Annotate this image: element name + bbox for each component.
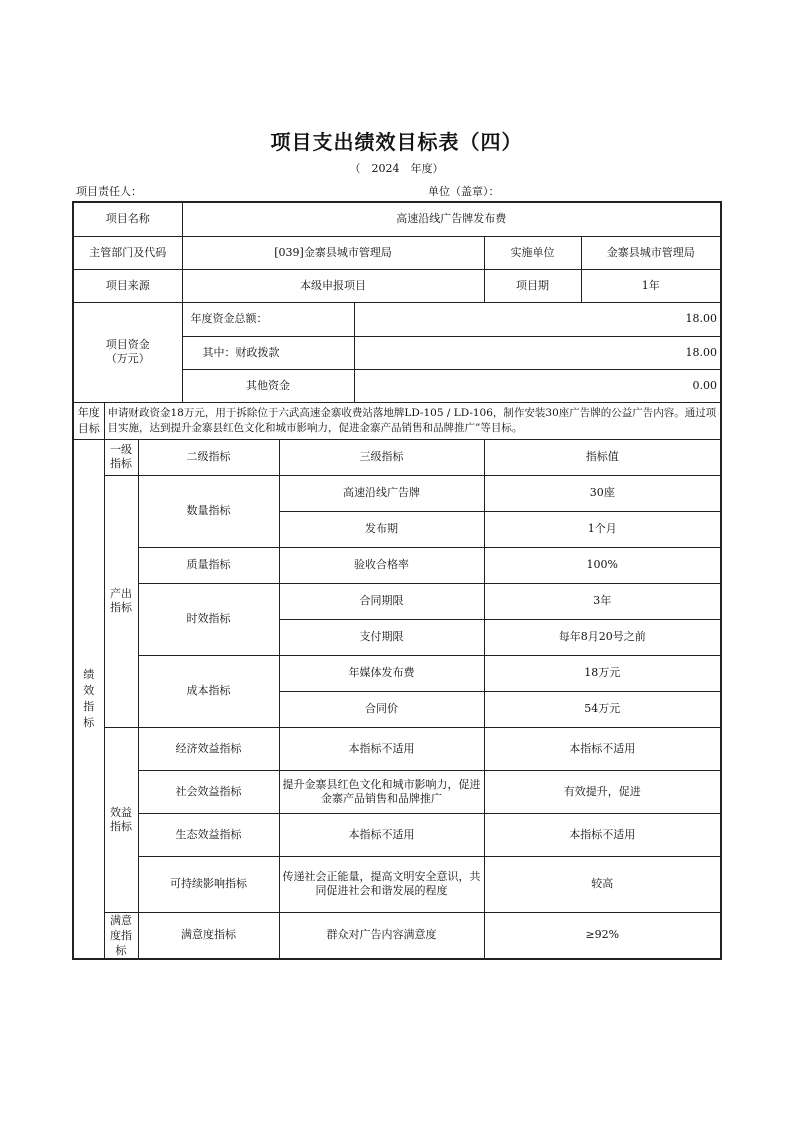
sustainable-indicator-label: 可持续影响指标 [138, 856, 279, 912]
dept-value: [039]金寨县城市管理局 [182, 236, 484, 269]
quality-indicator-label: 质量指标 [138, 547, 279, 583]
period-value: 1年 [581, 269, 721, 302]
dept-label: 主管部门及代码 [73, 236, 182, 269]
project-name-value: 高速沿线广告牌发布费 [182, 202, 721, 236]
benefit-indicator-label: 效益 指标 [104, 727, 138, 912]
source-value: 本级申报项目 [182, 269, 484, 302]
period-label: 项目期 [484, 269, 581, 302]
indicator-value: 3年 [484, 583, 721, 619]
indicator-value: 30座 [484, 475, 721, 511]
cost-indicator-label: 成本指标 [138, 655, 279, 727]
indicator-name: 提升金寨县红色文化和城市影响力，促进金寨产品销售和品牌推广 [279, 770, 484, 813]
satisfaction-subindicator-label: 满意度指标 [138, 912, 279, 959]
funds-total-value: 18.00 [354, 302, 721, 336]
indicator-value: 本指标不适用 [484, 727, 721, 770]
indicator-name: 年媒体发布费 [279, 655, 484, 691]
indicator-value: 本指标不适用 [484, 813, 721, 856]
header-value: 指标值 [484, 439, 721, 475]
indicator-name: 支付期限 [279, 619, 484, 655]
indicator-value: 较高 [484, 856, 721, 912]
page-title: 项目支出绩效目标表（四） [270, 130, 523, 154]
quantity-indicator-label: 数量指标 [138, 475, 279, 547]
timeliness-indicator-label: 时效指标 [138, 583, 279, 655]
impl-unit-label: 实施单位 [484, 236, 581, 269]
project-name-label: 项目名称 [73, 202, 182, 236]
annual-goal-label: 年度 目标 [73, 402, 104, 439]
indicator-name: 本指标不适用 [279, 813, 484, 856]
economic-indicator-label: 经济效益指标 [138, 727, 279, 770]
funds-other-label: 其他资金 [182, 369, 354, 402]
unit-stamp-label: 单位（盖章）： [428, 185, 500, 198]
indicator-value: 54万元 [484, 691, 721, 727]
performance-target-table [72, 201, 722, 960]
indicator-name: 本指标不适用 [279, 727, 484, 770]
performance-indicator-label: 绩 效 指 标 [73, 439, 104, 959]
annual-goal-text: 申请财政资金18万元，用于拆除位于六武高速金寨收费站落地牌LD-105 / LD-106，制作安装30座广告牌的公益广告内容。通过项目实施，达到提升金寨县红色文化和城市影响力，促进金寨产品销售和品牌推广”等目标。 [104, 402, 721, 439]
indicator-value: ≥92% [484, 912, 721, 959]
indicator-name: 传递社会正能量，提高文明安全意识，共同促进社会和谐发展的程度 [279, 856, 484, 912]
indicator-value: 18万元 [484, 655, 721, 691]
year-line: （ 2024 年度） [349, 162, 444, 175]
ecological-indicator-label: 生态效益指标 [138, 813, 279, 856]
indicator-name: 合同期限 [279, 583, 484, 619]
header-level2: 二级指标 [138, 439, 279, 475]
social-indicator-label: 社会效益指标 [138, 770, 279, 813]
funds-fiscal-value: 18.00 [354, 336, 721, 369]
indicator-value: 1个月 [484, 511, 721, 547]
indicator-name: 验收合格率 [279, 547, 484, 583]
funds-fiscal-label: 其中：财政拨款 [182, 336, 354, 369]
satisfaction-indicator-label: 满意 度指 标 [104, 912, 138, 959]
output-indicator-label: 产出 指标 [104, 475, 138, 727]
funds-other-value: 0.00 [354, 369, 721, 402]
indicator-name: 合同价 [279, 691, 484, 727]
header-level1: 一级 指标 [104, 439, 138, 475]
indicator-name: 高速沿线广告牌 [279, 475, 484, 511]
impl-unit-value: 金寨县城市管理局 [581, 236, 721, 269]
responsible-label: 项目责任人： [76, 185, 142, 198]
indicator-value: 100% [484, 547, 721, 583]
indicator-value: 每年8月20号之前 [484, 619, 721, 655]
indicator-name: 群众对广告内容满意度 [279, 912, 484, 959]
source-label: 项目来源 [73, 269, 182, 302]
funds-label: 项目资金 （万元） [73, 302, 182, 402]
header-level3: 三级指标 [279, 439, 484, 475]
indicator-value: 有效提升，促进 [484, 770, 721, 813]
funds-total-label: 年度资金总额： [182, 302, 354, 336]
indicator-name: 发布期 [279, 511, 484, 547]
